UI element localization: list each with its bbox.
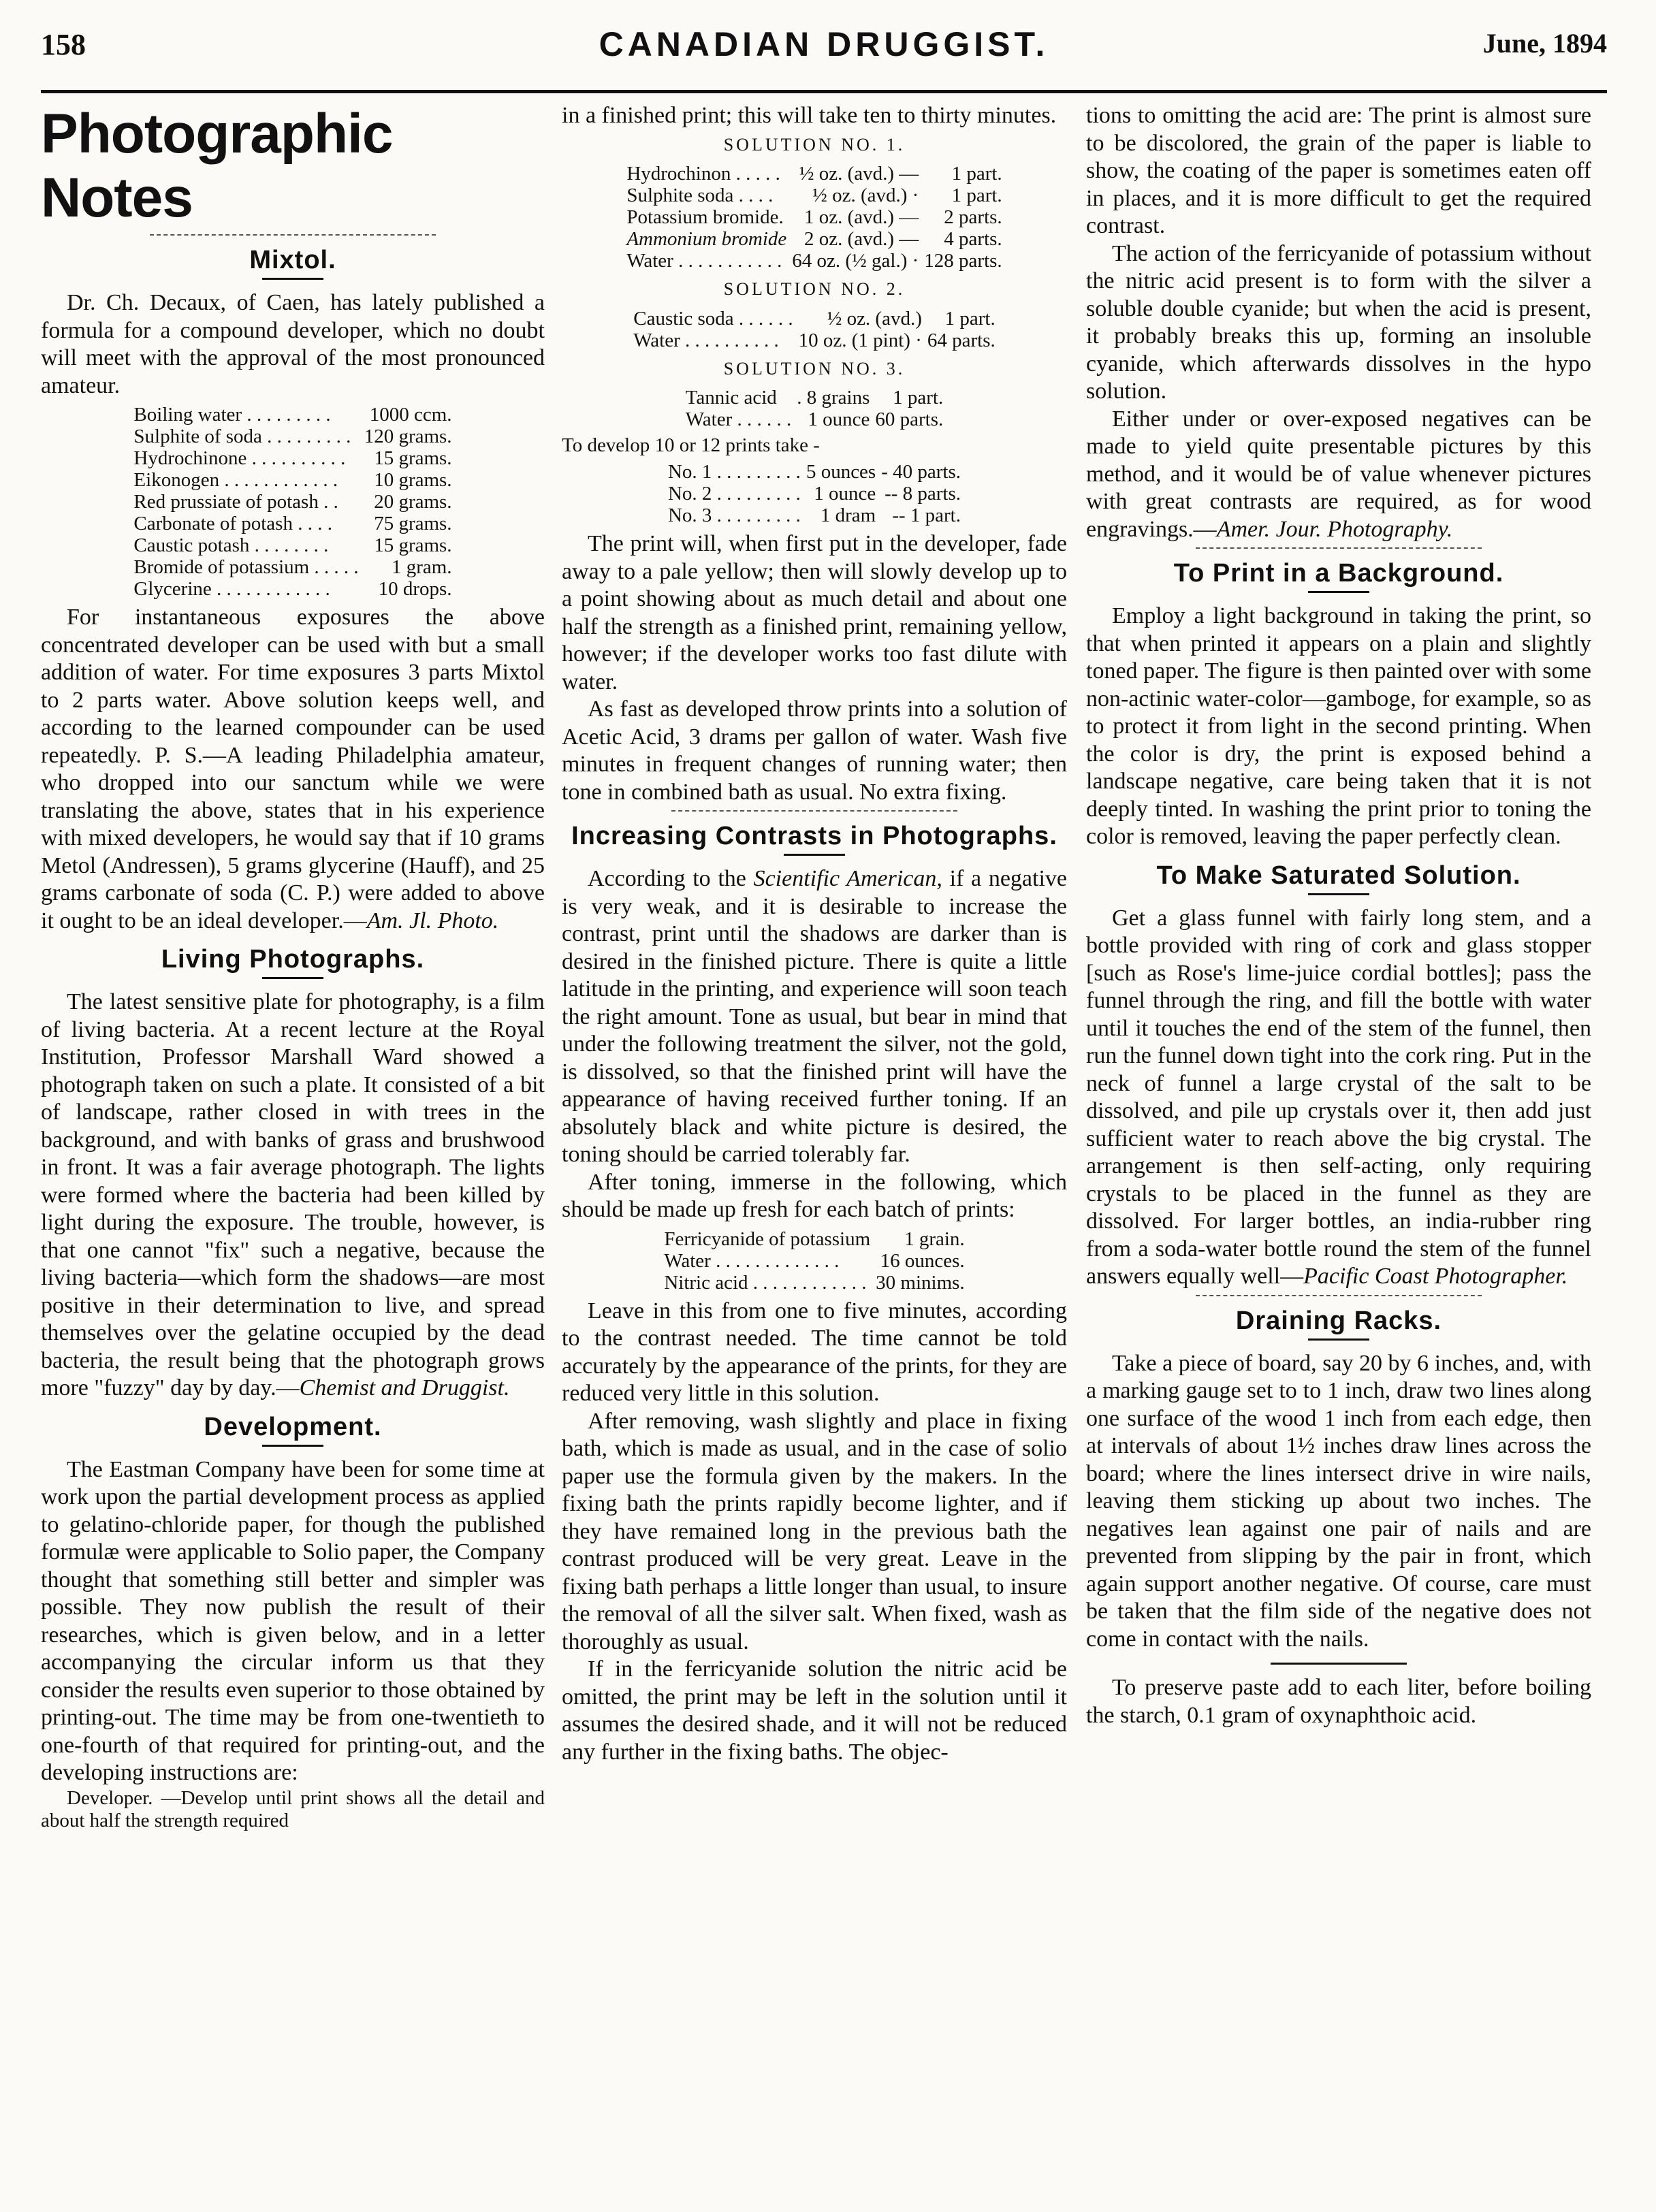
divider [1308, 893, 1369, 895]
recipe-qty: . 8 grains [797, 387, 870, 408]
recipe-qty: 1 gram. [391, 556, 452, 578]
mixtol-intro: Dr. Ch. Decaux, of Caen, has lately published a formula for a compound developer, which no doubt will meet with the approval of the most pronounced amateur. [41, 290, 545, 398]
recipe-name: Bromide of potassium . . . . . [133, 556, 359, 578]
recipe-row [624, 206, 1004, 228]
title-rule [150, 234, 436, 236]
racks-body: Take a piece of board, say 20 by 6 inches, and, with a marking gauge set to to 1 inch, draw two lines along one surface of the wood 1 inch from each edge, then at intervals of about 1½ inches draw lines across the board; where the lines intersect drive in wire nails, leaving them sticking up about two inches. The negatives lean against one pair of nails and are prevented from slipping by the pair in front, which again support another negative. Of course, care must be taken that the film side of the negative does not come in contact with the nails. [1086, 1350, 1591, 1652]
recipe-qty: 1 grain. [904, 1228, 965, 1250]
contrasts-p3: Leave in this from one to five minutes, according to the contrast needed. The time cannot be told accurately by the appearance of the prints, for they are reduced very little in this solution. [562, 1298, 1067, 1406]
develop-line: To develop 10 or 12 prints take - [562, 434, 820, 456]
recipe-name: Sulphite soda . . . . [626, 185, 774, 206]
divider [1196, 547, 1482, 549]
recipe-name: Eikonogen . . . . . . . . . . . . [133, 469, 338, 491]
recipe-name: Nitric acid . . . . . . . . . . . . [664, 1271, 867, 1294]
living-heading: Living Photographs. [161, 945, 425, 974]
recipe-parts: 64 parts. [927, 329, 996, 351]
recipe-name: Potassium bromide. [626, 206, 784, 228]
recipe-parts: - 40 parts. [881, 461, 961, 483]
recipe-row [131, 578, 454, 600]
recipe-qty: ½ oz. (avd.) · [812, 185, 919, 206]
development-body: The Eastman Company have been for some time at work upon the partial development process as applied to gelatino-chloride paper, for though the published formulæ were applicable to Solio paper, the Company thought that something still better and simpler was possible. They now publish the result of their researches, which is given below, and in a letter accompanying the circular inform us that they consider the results even superior to those obtained by printing-out. The time may be from one-twentieth to one-fourth of that required for printing-out, and the developing instructions are: [41, 1456, 545, 1785]
recipe-name: Hydrochinone . . . . . . . . . . [133, 447, 346, 469]
recipe-row [131, 513, 454, 534]
page-number: 158 [41, 28, 86, 61]
recipe-name: No. 1 . . . . . . . . . [667, 461, 801, 483]
recipe-name: Glycerine . . . . . . . . . . . . [133, 578, 330, 600]
mixtol-after: For instantaneous exposures the above concentrated developer can be used with but a small addition of water. For time exposures 3 parts Mixtol to 2 parts water. Above solution keeps well, and according to the learned compounder can be used repeatedly. P. S.—A leading Philadelphia amateur, who dropped into our sanctum while we were translating the above, states that in his experience with mixed developers, he would say that if 10 grams Metol (Andressen), 5 grams glycerine (Hauff), and 25 grams carbonate of soda (C. P.) were added to above it ought to be an ideal developer.—Am. Jl. Photo. [41, 605, 545, 933]
recipe-row [661, 1228, 967, 1250]
recipe-qty: 64 oz. (½ gal.) · [792, 250, 919, 272]
issue-date: June, 1894 [1482, 28, 1607, 59]
ferricyanide-paragraph: The action of the ferricyanide of potassium without the nitric acid present is to form with the silver a soluble double cyanide; but when the acid is present, it probably breaks this up, forming an insoluble cyanide, which afterwards dissolves in the hypo solution. [1086, 240, 1591, 404]
recipe-parts: 1 part. [893, 387, 944, 408]
recipe-name: Hydrochinon . . . . . [626, 163, 780, 185]
divider [784, 854, 845, 856]
divider [262, 1445, 323, 1447]
header-rule [41, 90, 1607, 93]
solution-3-heading: SOLUTION NO. 3. [723, 358, 906, 379]
recipe-name: Tannic acid [685, 387, 777, 408]
column-3 [1086, 102, 1591, 1729]
recipe-qty: ½ oz. (avd.) — [799, 163, 919, 185]
contrasts-p2: After toning, immerse in the following, which should be made up fresh for each batch of prints: [562, 1169, 1067, 1222]
recipe-name: Sulphite of soda . . . . . . . . . [133, 426, 351, 447]
recipe-row [131, 491, 454, 513]
recipe-parts: -- 1 part. [892, 504, 961, 526]
recipe-qty: 20 grams. [374, 491, 452, 513]
contrasts-p5: If in the ferricyanide solution the nitric acid be omitted, the print may be left in the solution until it assumes the desired shade, and it will not be reduced any further in the fixing baths. The objec- [562, 1656, 1067, 1765]
recipe-qty: 1 dram [820, 504, 876, 526]
contrasts-p1: According to the Scientific American, if a negative is very weak, and it is desirable to increase the contrast, print until the shadows are darker than is desired in the finished picture. There is quite a little latitude in the printing, and experience will soon teach the right amount. Tone as usual, but bear in mind that under the following treatment the silver, not the gold, is dissolved, so that the finished print will have the appearance of having received further toning. If an absolutely black and white picture is desired, the toning should be carried tolerably far. [562, 866, 1067, 1167]
recipe-name: Boiling water . . . . . . . . . [133, 404, 331, 426]
divider [1308, 1339, 1369, 1341]
background-heading: To Print in a Background. [1173, 559, 1504, 588]
recipe-qty: 16 ounces. [880, 1249, 965, 1272]
recipe-parts: -- 8 parts. [885, 483, 961, 504]
paste-paragraph: To preserve paste add to each liter, before boiling the starch, 0.1 gram of oxynaphthoic acid. [1086, 1675, 1591, 1728]
development-heading: Development. [204, 1412, 382, 1441]
living-body: The latest sensitive plate for photography, is a film of living bacteria. At a recent lecture at the Royal Institution, Professor Marshall Ward showed a photograph taken on such a plate. It consisted of a bit of landscape, rather closed in with trees in the background, and with banks of grass and brushwood in front. It was a fair average photograph. The lights were formed where the bacteria had been killed by light during the exposure. The trouble, however, is that one cannot "fix" such a negative, because the living bacteria—which form the shadows—are most positive in their determination to live, and spread themselves over the gelatine occupied by the dead bacteria, the result being that the photograph grows more "fuzzy" day by day.—Chemist and Druggist. [41, 989, 545, 1400]
recipe-row [661, 1250, 967, 1272]
recipe-name: Ferricyanide of potassium [664, 1228, 871, 1250]
recipe-qty: 15 grams. [374, 447, 452, 469]
divider [262, 977, 323, 979]
recipe-row [665, 483, 964, 504]
racks-heading: Draining Racks. [1235, 1306, 1442, 1335]
recipe-qty: 10 drops. [378, 578, 452, 600]
recipe-name: Water . . . . . . [685, 408, 792, 430]
contrasts-heading: Increasing Contrasts in Photographs. [571, 822, 1057, 850]
recipe-row [624, 250, 1004, 272]
recipe-row [624, 163, 1004, 185]
recipe-row [631, 330, 998, 351]
recipe-name: Water . . . . . . . . . . . [626, 250, 782, 272]
recipe-qty: 10 oz. (1 pint) · [798, 329, 922, 351]
column-2 [562, 102, 1067, 1766]
divider [1196, 1295, 1482, 1296]
divider [1271, 1663, 1407, 1665]
contrasts-recipe-table [661, 1228, 967, 1294]
developer-instruction: Developer. —Develop until print shows all the detail and about half the strength required [41, 1786, 545, 1831]
recipe-row [624, 228, 1004, 250]
mixtol-heading: Mixtol. [249, 246, 336, 274]
recipe-row [131, 426, 454, 447]
saturated-heading: To Make Saturated Solution. [1156, 861, 1521, 890]
contrasts-p4: After removing, wash slightly and place in fixing bath, which is made as usual, and in the case of solio paper use the formula given by the makers. In the fixing bath the prints rapidly become lighter, and if they have remained long in the previous bath the contrast produced will be very great. Leave in the fixing bath perhaps a little longer than usual, to insure the removal of all the silver salt. When fixed, wash as thoroughly as usual. [562, 1408, 1067, 1654]
recipe-name: Ammonium bromide [626, 228, 787, 250]
recipe-parts: 128 parts. [924, 250, 1002, 272]
recipe-row [631, 308, 998, 330]
recipe-row [131, 404, 454, 426]
recipe-qty: ½ oz. (avd.) [827, 307, 922, 330]
recipe-row [131, 556, 454, 578]
background-body: Employ a light background in taking the print, so that when printed it appears on a plain and slightly toned paper. The figure is then painted over with some non-actinic water-color—gamboge, for example, so as to protect it from light in the second printing. When the color is dry, the print is exposed behind a landscape negative, care being taken that it is not deeply tinted. In washing the print prior to toning the color is removed, leaving the paper perfectly clean. [1086, 603, 1591, 849]
recipe-qty: 15 grams. [374, 534, 452, 556]
print-paragraph: The print will, when first put in the developer, fade away to a pale yellow; then will slowly develop up to a point showing about as much detail and about one half the strength as a finished print, remaining yellow, however; if the developer works too fast dilute with water. [562, 531, 1067, 694]
recipe-qty: 30 minims. [876, 1271, 965, 1294]
recipe-name: No. 2 . . . . . . . . . [667, 483, 801, 504]
recipe-parts: 2 parts. [944, 206, 1002, 228]
recipe-parts: 60 parts. [875, 408, 944, 430]
recipe-qty: 1 ounce [808, 408, 870, 430]
solution-3-table [683, 387, 946, 430]
negatives-paragraph: Either under or over-exposed negatives can be made to yield quite presentable pictures by this method, and it would be of value whenever pictures with great contrasts are required, as for wood engravings.—Amer. Jour. Photography. [1086, 406, 1591, 542]
recipe-row [131, 534, 454, 556]
divider [262, 278, 323, 280]
recipe-qty: 5 ounces [806, 461, 876, 483]
recipe-qty: 75 grams. [374, 513, 452, 534]
recipe-parts: 1 part. [944, 307, 996, 330]
recipe-parts: 4 parts. [944, 228, 1002, 250]
acetic-paragraph: As fast as developed throw prints into a solution of Acetic Acid, 3 drams per gallon of water. Wash five minutes in frequent changes of running water; then tone in combined bath as usual. No extra fixing. [562, 696, 1067, 805]
recipe-row [131, 447, 454, 469]
page-header [41, 15, 1607, 69]
recipe-row [624, 185, 1004, 206]
develop-table [665, 461, 964, 526]
recipe-qty: 10 grams. [374, 469, 452, 491]
recipe-parts: 1 part. [951, 163, 1002, 185]
recipe-name: Carbonate of potash . . . . [133, 513, 332, 534]
recipe-row [131, 469, 454, 491]
solution-1-heading: SOLUTION NO. 1. [723, 134, 906, 155]
divider [1308, 591, 1369, 593]
column-1 [41, 102, 545, 1832]
recipe-name: Water . . . . . . . . . . . . . [664, 1249, 840, 1272]
solution-1-table [624, 163, 1004, 272]
recipe-name: Caustic potash . . . . . . . . [133, 534, 329, 556]
recipe-row [661, 1272, 967, 1294]
recipe-row [665, 504, 964, 526]
recipe-row [683, 408, 946, 430]
continued-text: in a finished print; this will take ten to thirty minutes. [562, 103, 1057, 128]
recipe-row [665, 461, 964, 483]
recipe-qty: 1 ounce [814, 483, 876, 504]
recipe-qty: 1 oz. (avd.) — [803, 206, 919, 228]
divider [671, 810, 957, 812]
solution-2-table [631, 308, 998, 351]
continued-text: tions to omitting the acid are: The print is almost sure to be discolored, the grain of the paper is liable to show, the coating of the paper is sometimes eaten off in places, and it is more difficult to get the required contrast. [1086, 103, 1591, 238]
recipe-qty: 2 oz. (avd.) — [803, 228, 919, 250]
recipe-name: Red prussiate of potash . . [133, 491, 338, 513]
recipe-qty: 120 grams. [364, 426, 452, 447]
recipe-qty: 1000 ccm. [369, 404, 452, 426]
solution-2-heading: SOLUTION NO. 2. [723, 279, 906, 299]
mixtol-recipe-table [131, 404, 454, 600]
recipe-name: Water . . . . . . . . . . [633, 329, 779, 351]
saturated-body: Get a glass funnel with fairly long stem, and a bottle provided with ring of cork and glass stopper [such as Rose's lime-juice cordial bottles]; pass the funnel through the ring, and fill the bottle with water until it touches the end of the stem of the funnel, then run the funnel down tight into the cork ring. Put in the neck of funnel a large crystal of the salt to be dissolved, and pile up crystals over it, then add just sufficient water to reach above the big crystal. The arrangement is then self-acting, only requiring crystals to be placed in the funnel as they are dissolved. For larger bottles, an india-rubber ring from a soda-water bottle round the stem of the funnel answers equally well—Pacific Coast Photographer. [1086, 905, 1591, 1289]
recipe-name: No. 3 . . . . . . . . . [667, 504, 801, 526]
recipe-row [683, 387, 946, 408]
recipe-name: Caustic soda . . . . . . [633, 307, 793, 330]
masthead: CANADIAN DRUGGIST. [599, 25, 1049, 63]
section-title: Photographic Notes [41, 103, 393, 229]
recipe-parts: 1 part. [951, 185, 1002, 206]
